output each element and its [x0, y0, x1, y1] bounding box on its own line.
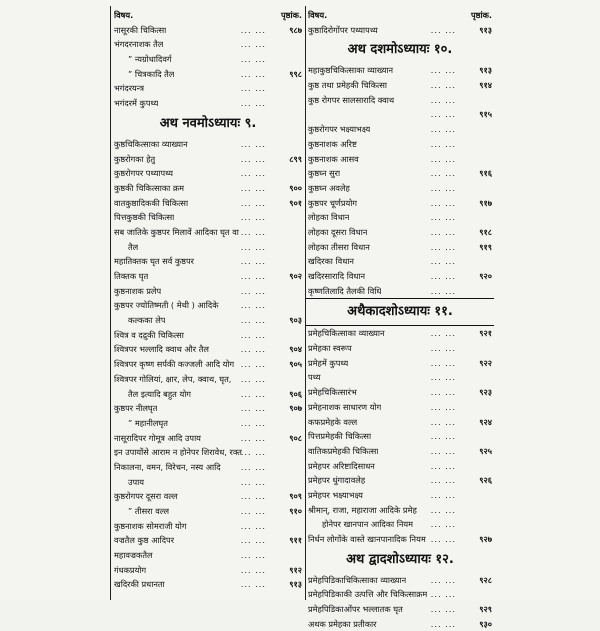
leader-dots: ... ... — [240, 226, 266, 237]
entry-title: कृष्णतिलादि तैलकी विधि — [308, 285, 382, 296]
leader-dots: ... ... — [430, 519, 456, 530]
entry-title: प्रमेहनाशक साधारण योग — [308, 401, 382, 412]
index-entry — [112, 416, 304, 431]
page-number: ९१२ — [289, 564, 302, 575]
index-entry — [306, 196, 494, 211]
leader-dots: ... ... — [240, 98, 266, 109]
index-entry — [112, 357, 304, 372]
index-entry — [112, 23, 304, 38]
index-entry — [306, 602, 494, 617]
leader-dots: ... ... — [430, 460, 456, 471]
column-header — [112, 8, 304, 23]
index-entry — [112, 475, 304, 490]
index-entry — [306, 210, 494, 225]
index-entry — [112, 372, 304, 387]
page-number: ९८७ — [289, 24, 302, 35]
entry-title: प्रमेहपिडिकाओंपर भल्लातक घृत — [308, 604, 403, 615]
leader-dots: ... ... — [430, 271, 456, 281]
index-entry — [306, 225, 494, 240]
entry-title: कुष्ठघ्न अवलेह — [308, 182, 350, 193]
leader-dots: ... ... — [430, 80, 456, 91]
index-entry — [306, 166, 494, 181]
page-number: ९१३ — [289, 579, 302, 590]
entry-title: तैल इत्यादि बहुत योग — [128, 388, 191, 399]
index-entry — [112, 210, 304, 225]
index-entry — [112, 563, 304, 578]
entry-title: वातकुष्ठादिककी चिकित्सा — [114, 197, 189, 208]
entry-title: कुष्ठरोगका हेतु — [114, 153, 156, 164]
leader-dots: ... ... — [240, 182, 266, 193]
index-entry — [112, 387, 304, 402]
index-entry — [112, 298, 304, 313]
page-number: ९१७ — [479, 197, 492, 208]
entry-title: श्वित्रपर गोलियां, क्षार, लेप, क्वाथ, घृत, — [114, 373, 232, 384]
leader-dots: ... ... — [240, 212, 266, 223]
index-entry — [112, 37, 304, 52]
right-column — [306, 8, 494, 631]
leader-dots: ... ... — [430, 489, 456, 500]
subject-header: विषय. — [114, 10, 134, 20]
leader-dots: ... ... — [240, 447, 266, 458]
chapter-heading-text: अथ द्वादशोऽध्यायः १२. — [346, 551, 454, 567]
entry-title: वज्रतैल कुष्ठ आदिपर — [114, 535, 175, 546]
entry-title: प्रमेहपिडिकाकी उत्पत्ति और चिकित्साक्रम — [308, 589, 428, 600]
entry-title: नासूरकी चिकित्सा — [114, 24, 167, 35]
index-entry — [306, 429, 494, 444]
page-edge — [110, 6, 111, 600]
index-entry — [112, 504, 304, 519]
entry-title: कुष्ठनाशक सोमराजी योग — [114, 520, 187, 531]
chapter-heading — [112, 111, 304, 137]
entry-title: खदिरसारादि विधान — [308, 271, 366, 281]
index-entry — [306, 63, 494, 78]
leader-dots: ... ... — [430, 387, 456, 398]
page-number: ९०२ — [289, 271, 302, 281]
column-header — [306, 8, 494, 23]
entry-title: कुष्ठरोगपर भक्ष्याभक्ष्य — [308, 124, 371, 135]
leader-dots: ... ... — [430, 574, 456, 585]
entry-title: पित्तकुष्ठकी चिकित्सा — [114, 212, 175, 223]
entry-title: कुष्ठकी चिकित्साका क्रम — [114, 182, 185, 193]
leader-dots: ... ... — [240, 535, 266, 546]
leader-dots: ... ... — [430, 153, 456, 164]
index-entry — [112, 81, 304, 96]
entry-title: श्वित्रपर कृष्ण सर्पकी कज्जली आदि योग — [114, 359, 235, 370]
leader-dots: ... ... — [430, 328, 456, 339]
entry-title: होनेपर खानपान आदिका नियम — [322, 519, 414, 530]
index-entry — [306, 93, 494, 108]
page-number: ९१० — [289, 506, 302, 516]
leader-dots: ... ... — [240, 68, 266, 79]
entry-title: निर्धन लोगोंके वास्ते खानपानादिक नियम — [308, 534, 426, 544]
entry-title: निकालना, वमन, विरेचन, नस्य आदि — [114, 461, 221, 472]
entry-title: उपाय — [128, 476, 145, 487]
entry-title: कुष्ठादिरोगोंपर पथ्यापथ्य — [308, 24, 378, 35]
page-number: ९१५ — [479, 109, 492, 120]
entry-title: श्रीमान्, राजा, महाराजा आदिके प्रमेह — [308, 504, 417, 515]
index-entry — [112, 489, 304, 504]
page-number: ९०५ — [289, 359, 302, 370]
entry-title: कुष्ठरोगपर दूसरा वल्ल — [114, 491, 178, 502]
page-number: ९२९ — [479, 604, 492, 615]
leader-dots: ... ... — [430, 445, 456, 456]
page-number: ९१३ — [479, 24, 492, 35]
index-entry — [112, 196, 304, 211]
subject-header: विषय. — [308, 10, 328, 20]
page-number: ९२३ — [479, 387, 492, 398]
page-number: ९०९ — [289, 491, 302, 502]
index-entry — [112, 342, 304, 357]
leader-dots: ... ... — [430, 241, 456, 252]
entry-title: श्वित्रपर भल्लादि क्वाथ और तैल — [114, 344, 209, 355]
page-number: ९२८ — [479, 574, 492, 585]
entry-title: खदिरकी प्रधानता — [114, 579, 165, 590]
leader-dots: ... ... — [240, 197, 266, 208]
entry-title: पथ्य — [308, 372, 321, 383]
index-entry — [306, 284, 494, 299]
page-number: ९०८ — [289, 432, 302, 443]
page-number: ९१९ — [479, 241, 492, 252]
entry-title: अथक प्रमेहका प्रतीकार — [308, 618, 377, 629]
page-number: ९१४ — [479, 80, 492, 91]
entry-title: इन उपायोंसे आराम न होनेपर शिरावेध, रक्त — [114, 447, 242, 458]
leader-dots: ... ... — [240, 285, 266, 296]
entry-title: प्रमेहचिकित्साका व्याख्यान — [308, 328, 385, 339]
entry-title: प्रमेहमें कुपथ्य — [308, 357, 349, 368]
index-entry — [112, 166, 304, 181]
leader-dots: ... ... — [430, 226, 456, 237]
index-entry — [306, 400, 494, 415]
index-entry — [306, 532, 494, 547]
leader-dots: ... ... — [240, 491, 266, 502]
entry-title: कुष्ठरोगपर पथ्यापथ्य — [114, 168, 174, 179]
index-entry — [306, 181, 494, 196]
leader-dots: ... ... — [240, 271, 266, 281]
entry-title: तैल — [128, 241, 139, 252]
leader-dots: ... ... — [430, 65, 456, 76]
leader-dots: ... ... — [240, 39, 266, 50]
index-entry — [112, 269, 304, 284]
leader-dots: ... ... — [430, 182, 456, 193]
entry-title: ” महानीलघृत — [128, 417, 168, 428]
index-entry — [112, 254, 304, 269]
index-entry — [306, 573, 494, 588]
chapter-heading — [306, 298, 494, 326]
index-entry — [112, 577, 304, 592]
leader-dots: ... ... — [430, 94, 456, 105]
leader-dots: ... ... — [430, 372, 456, 383]
index-entry — [306, 78, 494, 93]
leader-dots: ... ... — [240, 432, 266, 443]
page-number: ९०० — [289, 182, 302, 193]
entry-title: महाकुष्ठचिकित्साका व्याख्यान — [308, 65, 394, 76]
leader-dots: ... ... — [240, 241, 266, 252]
index-entry — [306, 459, 494, 474]
leader-dots: ... ... — [240, 329, 266, 340]
leader-dots: ... ... — [240, 388, 266, 399]
leader-dots: ... ... — [240, 138, 266, 149]
leader-dots: ... ... — [240, 300, 266, 311]
index-entry — [306, 444, 494, 459]
entry-title: भंगदरनाशक तैल — [114, 39, 164, 50]
leader-dots: ... ... — [240, 54, 266, 65]
index-entry — [112, 401, 304, 416]
left-column — [112, 8, 304, 592]
entry-title: ” चित्रकादि तैल — [128, 68, 175, 79]
entry-title: प्रमेहपर धुंगादावलेह — [308, 475, 366, 486]
index-entry — [306, 473, 494, 488]
leader-dots: ... ... — [430, 343, 456, 354]
entry-title: ” न्यग्रोधादिवर्ग — [128, 54, 172, 65]
index-entry — [306, 356, 494, 371]
page-number: ९३० — [479, 618, 492, 629]
leader-dots: ... ... — [430, 197, 456, 208]
index-entry — [306, 415, 494, 430]
entry-title: वातिकप्रमेहकी चिकित्सा — [308, 445, 379, 456]
leader-dots: ... ... — [240, 83, 266, 94]
entry-title: कुष्ठनाशक अरिष्ट — [308, 138, 357, 149]
index-entry — [112, 313, 304, 328]
index-entry — [112, 328, 304, 343]
leader-dots: ... ... — [240, 476, 266, 487]
leader-dots: ... ... — [430, 24, 456, 35]
page-number: ८९९ — [289, 153, 302, 164]
leader-dots: ... ... — [240, 373, 266, 384]
entry-title: गंधकप्रयोग — [114, 564, 147, 575]
entry-title: कल्कका लेप — [128, 315, 166, 326]
entry-title: कुष्ठपर चूर्णप्रयोग — [308, 197, 357, 208]
leader-dots: ... ... — [240, 579, 266, 590]
chapter-heading — [306, 37, 494, 63]
index-entry — [112, 519, 304, 534]
index-entry — [306, 254, 494, 269]
entry-title: प्रमेहका स्वरूप — [308, 343, 352, 354]
entry-title: तिक्तक घृत — [114, 271, 149, 281]
leader-dots: ... ... — [240, 403, 266, 414]
index-entry — [112, 52, 304, 67]
leader-dots: ... ... — [430, 357, 456, 368]
index-entry — [306, 617, 494, 631]
page-number: ९०१ — [289, 197, 302, 208]
page-number: ९११ — [289, 535, 302, 546]
leader-dots: ... ... — [430, 431, 456, 442]
leader-dots: ... ... — [430, 401, 456, 412]
page-number: ९२२ — [479, 357, 492, 368]
index-entry — [112, 96, 304, 111]
index-entry — [112, 181, 304, 196]
entry-title: पित्तप्रमेहकी चिकित्सा — [308, 431, 372, 442]
leader-dots: ... ... — [240, 153, 266, 164]
index-entry — [306, 152, 494, 167]
index-entry — [112, 67, 304, 82]
leader-dots: ... ... — [240, 344, 266, 355]
leader-dots: ... ... — [240, 417, 266, 428]
index-entry — [112, 431, 304, 446]
leader-dots: ... ... — [430, 109, 456, 120]
index-entry — [306, 370, 494, 385]
index-entry — [306, 137, 494, 152]
page-number: ९०७ — [289, 403, 302, 414]
entry-title: महातिक्तक घृत सर्व कुष्ठपर — [114, 256, 195, 267]
index-entry — [306, 326, 494, 341]
index-entry — [112, 284, 304, 299]
index-entry — [112, 225, 304, 240]
index-entry — [306, 122, 494, 137]
leader-dots: ... ... — [240, 550, 266, 561]
index-entry — [112, 152, 304, 167]
entry-title: प्रमेहचिकित्सारंभ — [308, 387, 357, 398]
page-number: ९०४ — [289, 344, 302, 355]
page-number: ९१८ — [479, 226, 492, 237]
entry-title: कुष्ठनाशक आसव — [308, 153, 359, 164]
entry-title: श्वित्र व दद्रुकी चिकित्सा — [114, 329, 184, 340]
leader-dots: ... ... — [240, 168, 266, 179]
leader-dots: ... ... — [430, 168, 456, 179]
index-entry — [306, 517, 494, 532]
entry-title: कुष्ठपर नीलघृत — [114, 403, 158, 414]
leader-dots: ... ... — [430, 212, 456, 223]
page-number: ९०३ — [289, 315, 302, 326]
page-number: ९९८ — [289, 68, 302, 79]
index-entry — [306, 240, 494, 255]
entry-title: कुष्ठघ्न सुरा — [308, 168, 341, 179]
entry-title: प्रमेहपर भक्ष्याभक्ष्य — [308, 489, 363, 500]
entry-title: कुष्ठ तथा प्रमेहकी चिकित्सा — [308, 80, 387, 91]
entry-title: नासूरादिपर गोमूत्र आदि उपाय — [114, 432, 201, 443]
index-entry — [306, 503, 494, 518]
index-entry — [112, 548, 304, 563]
page-number-header: पृष्ठांक. — [281, 10, 302, 20]
leader-dots: ... ... — [430, 534, 456, 544]
entry-title: कुष्ठपर ज्योतिष्मती ( मेथी ) आदिके — [114, 300, 219, 311]
leader-dots: ... ... — [430, 416, 456, 427]
chapter-heading-text: अथ दशमोऽध्यायः १०. — [347, 42, 453, 58]
entry-title: लोहका विधान — [308, 212, 350, 223]
index-entry — [306, 385, 494, 400]
index-entry — [306, 269, 494, 284]
index-entry — [112, 445, 304, 460]
chapter-heading-text: अथ नवमोऽध्यायः ९. — [159, 115, 257, 131]
leader-dots: ... ... — [430, 475, 456, 486]
page-number: ९२५ — [479, 445, 492, 456]
entry-title: सब जातिके कुष्ठपर मिलावें आदिका घृत वा — [114, 226, 239, 237]
index-entry — [112, 460, 304, 475]
leader-dots: ... ... — [430, 285, 456, 296]
leader-dots: ... ... — [240, 564, 266, 575]
leader-dots: ... ... — [430, 504, 456, 515]
page-number: ९२७ — [479, 534, 492, 544]
entry-title: ” तीसरा वल्ल — [128, 506, 170, 516]
leader-dots: ... ... — [240, 359, 266, 370]
page-number: ९२६ — [479, 475, 492, 486]
entry-title: प्रमेहपिडिकाचिकित्साका व्याख्यान — [308, 574, 407, 585]
page-number: ९२० — [479, 271, 492, 281]
entry-title: भगंदरयन्त्र — [114, 83, 144, 94]
index-entry — [112, 240, 304, 255]
index-entry — [112, 533, 304, 548]
entry-title: खदिरका विधान — [308, 256, 354, 267]
entry-title: कुष्ठनाशक प्रलेप — [114, 285, 162, 296]
entry-title: कुष्ठ रोगपर सालसारादि क्वाथ — [308, 94, 395, 105]
leader-dots: ... ... — [430, 256, 456, 267]
leader-dots: ... ... — [240, 24, 266, 35]
page-number: ९१६ — [479, 168, 492, 179]
entry-title: भगंदरमें कुपथ्य — [114, 98, 159, 109]
leader-dots: ... ... — [430, 589, 456, 600]
leader-dots: ... ... — [240, 256, 266, 267]
page-number-header: पृष्ठांक. — [471, 10, 492, 20]
chapter-heading — [306, 547, 494, 573]
page-number: ९०६ — [289, 388, 302, 399]
leader-dots: ... ... — [430, 124, 456, 135]
leader-dots: ... ... — [240, 506, 266, 516]
entry-title: लोहका तीसरा विधान — [308, 241, 370, 252]
leader-dots: ... ... — [430, 138, 456, 149]
leader-dots: ... ... — [430, 604, 456, 615]
entry-title: कुष्ठचिकित्साका व्याख्यान — [114, 138, 188, 149]
page-number: ९१३ — [479, 65, 492, 76]
entry-title: कफप्रमेहके वल्ल — [308, 416, 358, 427]
entry-title: लोहका दूसरा विधान — [308, 226, 368, 237]
leader-dots: ... ... — [240, 520, 266, 531]
entry-title: महावज्रकतैल — [114, 550, 153, 561]
index-entry — [112, 137, 304, 152]
leader-dots: ... ... — [430, 618, 456, 629]
index-entry — [306, 488, 494, 503]
index-entry — [306, 23, 494, 38]
page-number: ९२४ — [479, 416, 492, 427]
leader-dots: ... ... — [240, 315, 266, 326]
chapter-heading-text: अथैकादशोऽध्यायः ११. — [347, 304, 453, 320]
entry-title: प्रमेहपर अरिष्टादिसाधन — [308, 460, 375, 471]
index-entry — [306, 107, 494, 122]
leader-dots: ... ... — [240, 461, 266, 472]
index-entry — [306, 341, 494, 356]
page-number: ९२१ — [479, 328, 492, 339]
